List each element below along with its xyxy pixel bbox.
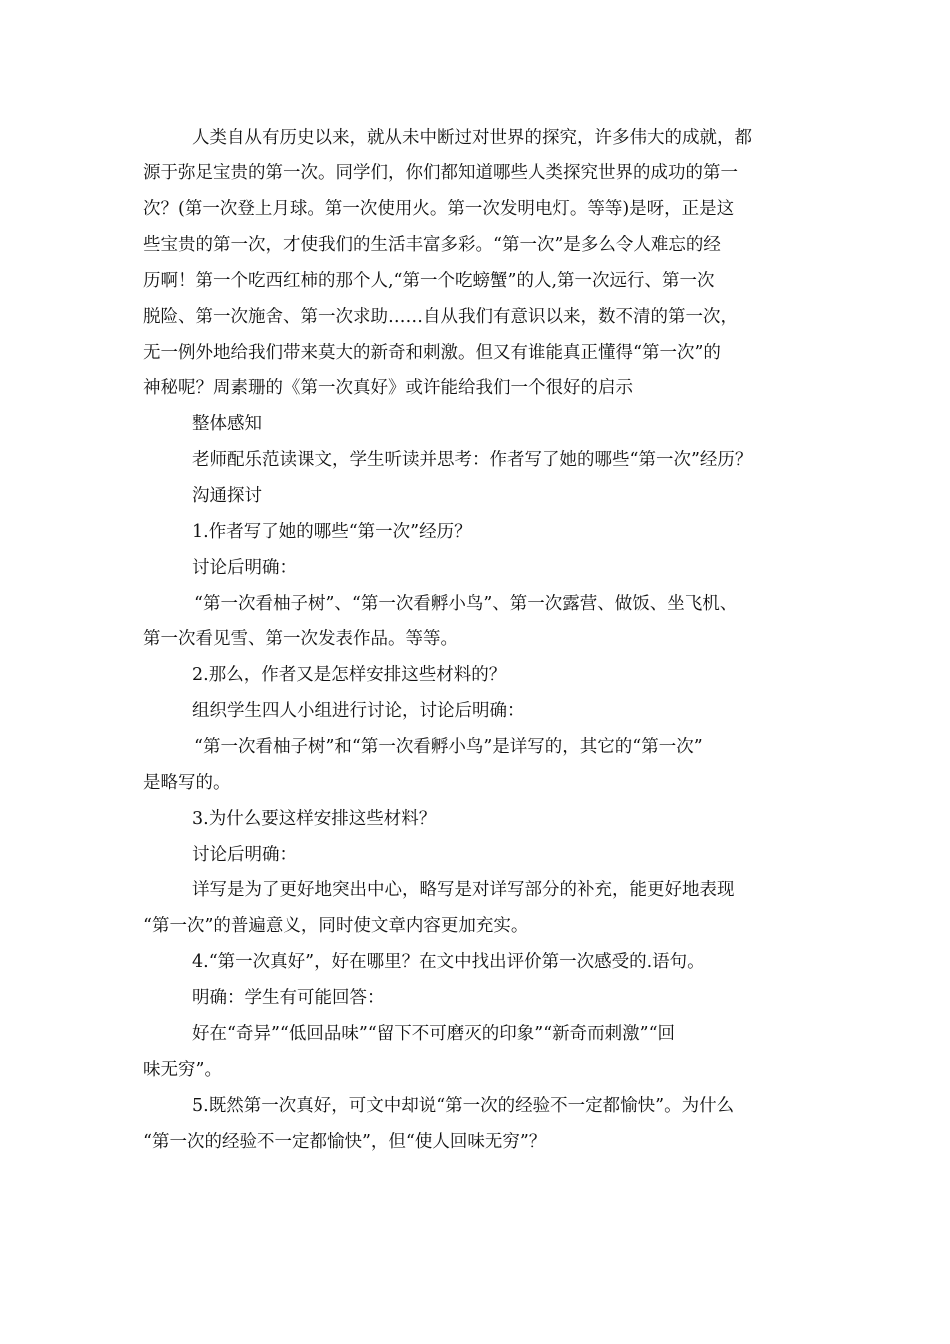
question-3-answer-line: “第一次”的普遍意义，同时使文章内容更加充实。 (143, 916, 529, 936)
intro-line: 历啊！第一个吃西红柿的那个人,“第一个吃螃蟹”的人,第一次远行、第一次 (143, 271, 715, 291)
question-4-label: 明确：学生有可能回答： (192, 988, 385, 1008)
perception-text: 老师配乐范读课文，学生听读并思考：作者写了她的哪些“第一次”经历？ (192, 450, 753, 470)
question-4-answer-line: 味无穷”。 (143, 1060, 222, 1080)
question-4-answer-line: 好在“奇异”“低回品味”“留下不可磨灭的印象”“新奇而刺激”“回 (192, 1024, 676, 1044)
question-1-answer-line: “第一次看柚子树”、“第一次看孵小鸟”、第一次露营、做饭、坐飞机、 (194, 594, 738, 614)
intro-line: 人类自从有历史以来，就从未中断过对世界的探究，许多伟大的成就，都 (192, 128, 752, 148)
question-1-answer-line: 第一次看见雪、第一次发表作品。等等。 (143, 629, 458, 649)
intro-line: 次？(第一次登上月球。第一次使用火。第一次发明电灯。等等)是呀，正是这 (143, 199, 735, 219)
intro-line: 些宝贵的第一次，才使我们的生活丰富多彩。“第一次”是多么令人难忘的经 (143, 235, 721, 255)
question-3-label: 讨论后明确： (192, 845, 297, 865)
question-3: 3.为什么要这样安排这些材料？ (192, 809, 437, 829)
intro-line: 脱险、第一次施舍、第一次求助……自从我们有意识以来，数不清的第一次， (143, 307, 738, 327)
intro-line: 无一例外地给我们带来莫大的新奇和刺激。但又有谁能真正懂得“第一次”的 (143, 343, 721, 363)
intro-line: 源于弥足宝贵的第一次。同学们，你们都知道哪些人类探究世界的成功的第一 (143, 163, 738, 183)
question-2-label: 组织学生四人小组进行讨论，讨论后明确： (192, 701, 525, 721)
question-2-answer-line: “第一次看柚子树”和“第一次看孵小鸟”是详写的，其它的“第一次” (194, 737, 703, 757)
question-5-line: “第一次的经验不一定都愉快”，但“使人回味无穷”？ (143, 1132, 547, 1152)
question-3-answer-line: 详写是为了更好地突出中心，略写是对详写部分的补充，能更好地表现 (192, 880, 735, 900)
question-1-label: 讨论后明确： (192, 558, 297, 578)
question-1: 1.作者写了她的哪些“第一次”经历？ (192, 522, 472, 542)
intro-line: 神秘呢？周素珊的《第一次真好》或许能给我们一个很好的启示 (143, 378, 633, 398)
question-5-line: 5.既然第一次真好，可文中却说“第一次的经验不一定都愉快”。为什么 (192, 1096, 735, 1116)
question-2-answer-line: 是略写的。 (143, 773, 231, 793)
question-2: 2.那么，作者又是怎样安排这些材料的？ (192, 665, 507, 685)
question-4: 4.“第一次真好”，好在哪里？在文中找出评价第一次感受的.语句。 (192, 952, 705, 972)
section-heading-perception: 整体感知 (192, 414, 262, 434)
section-heading-discussion: 沟通探讨 (192, 486, 262, 506)
